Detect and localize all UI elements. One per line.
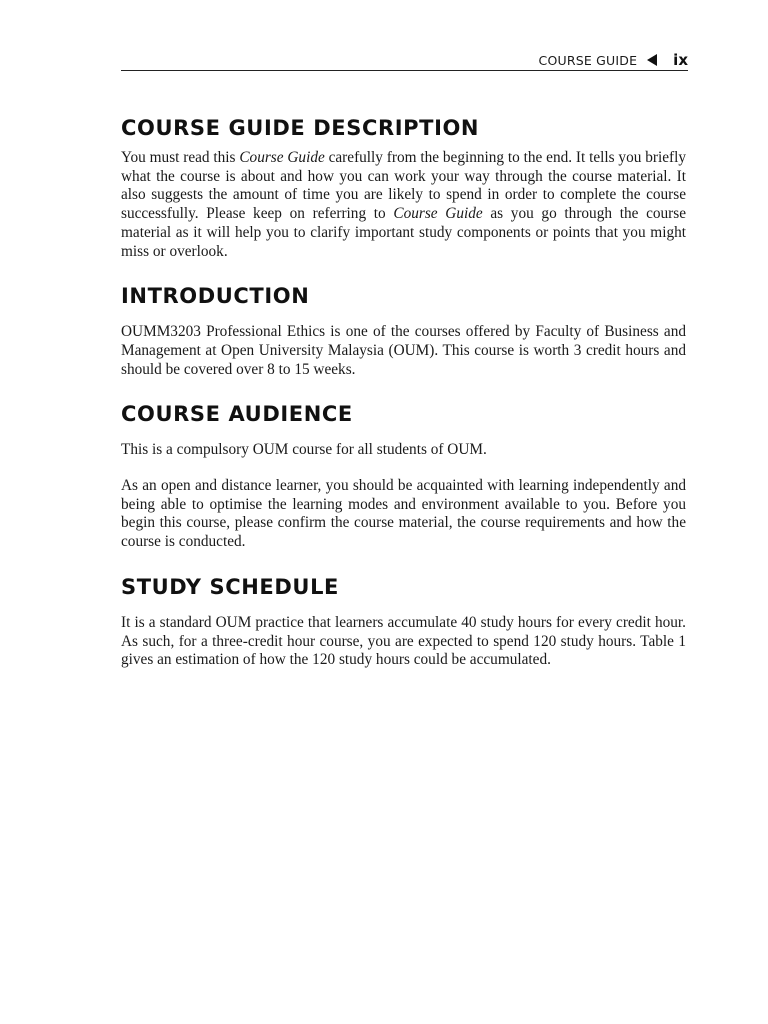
course-code-name: OUMM3203 Professional Ethics xyxy=(121,323,326,341)
italic-title: Course Guide xyxy=(393,205,483,223)
section-study-schedule xyxy=(121,575,686,670)
text-run: as you go through the course material as it will help you to clarify important study components or points that you might miss or overlook. xyxy=(121,205,686,260)
section-heading: INTRODUCTION xyxy=(121,284,310,309)
section-heading: COURSE AUDIENCE xyxy=(121,402,353,427)
header-label: COURSE GUIDE xyxy=(538,53,638,68)
section-heading: STUDY SCHEDULE xyxy=(121,574,339,599)
paragraph xyxy=(121,149,686,261)
section-heading: COURSE GUIDE DESCRIPTION xyxy=(121,116,480,140)
text-run: is one of the courses offered by Faculty of Business and Management at Open University Malaysia (OUM). This course is worth 3 credit hours and should be covered over 8 to 15 weeks. xyxy=(121,323,687,378)
paragraph: This is a compulsory OUM course for all students of OUM. xyxy=(121,441,487,459)
italic-title: Course Guide xyxy=(239,149,325,166)
paragraph xyxy=(121,323,686,379)
text-run: carefully from the beginning to the end. It tells you briefly what the course is about and how you can work your way through the course material. It also suggests the amount of time you are likely to spend in order to complete the course successfully. Please keep on referring to xyxy=(121,149,686,223)
page-body xyxy=(121,116,686,670)
page-number: ix xyxy=(673,51,688,69)
left-triangle-icon xyxy=(647,54,657,66)
section-course-guide-description xyxy=(121,116,686,261)
section-course-audience xyxy=(121,402,686,552)
paragraph: As an open and distance learner, you should be acquainted with learning independently and being able to optimise the learning modes and environment available to you. Before you begin this course, please confirm the course material, the course requirements and how the course is conducted. xyxy=(121,477,686,551)
paragraph: It is a standard OUM practice that learners accumulate 40 study hours for every credit hour. As such, for a three-credit hour course, you are expected to spend 120 study hours. Table 1 gives an estimation of how the 120 study hours could be accumulated. xyxy=(121,613,686,669)
text-run: You must read this xyxy=(121,149,240,166)
section-introduction xyxy=(121,284,686,379)
header-right-group xyxy=(539,51,688,69)
running-header xyxy=(121,48,688,71)
